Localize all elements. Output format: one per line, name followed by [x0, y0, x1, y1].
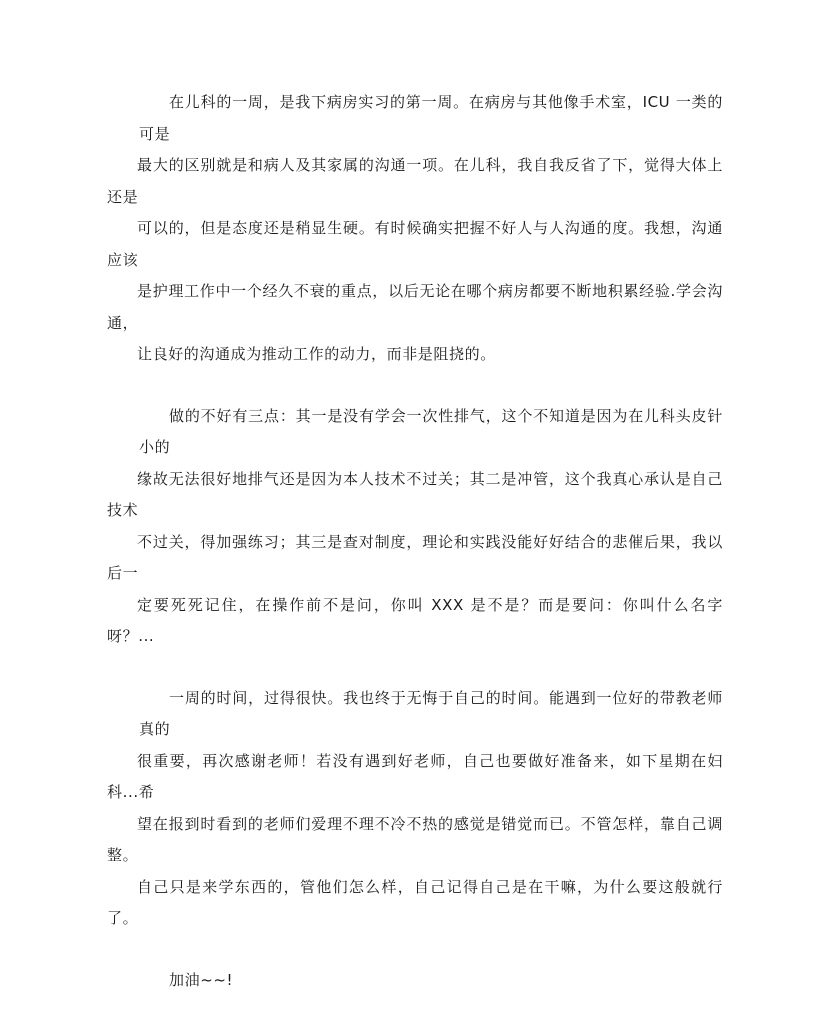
text-line: 望在报到时看到的老师们爱理不理不冷不热的感觉是错觉而已。不管怎样，靠自己调整。	[107, 814, 723, 864]
paragraph-4	[107, 965, 723, 997]
text-line: 定要死死记住，在操作前不是问，你叫 XXX 是不是？而是要问：你叫什么名字呀？...	[107, 595, 723, 645]
document-body	[107, 87, 723, 1026]
text-line: 自己只是来学东西的，管他们怎么样，自己记得自己是在干嘛，为什么要这般就行了。	[107, 877, 723, 927]
text-line: 最大的区别就是和病人及其家属的沟通一项。在儿科，我自我反省了下，觉得大体上还是	[107, 156, 723, 206]
paragraph-3	[107, 683, 723, 935]
text-line: 加油~~!	[169, 970, 234, 989]
text-line: 不过关，得加强练习；其三是查对制度，理论和实践没能好好结合的悲催后果，我以后一	[107, 532, 723, 582]
text-line: 可以的，但是态度还是稍显生硬。有时候确实把握不好人与人沟通的度。我想，沟通应该	[107, 219, 723, 269]
text-line: 在儿科的一周，是我下病房实习的第一周。在病房与其他像手术室，ICU 一类的可是	[139, 93, 723, 143]
text-line: 是护理工作中一个经久不衰的重点，以后无论在哪个病房都要不断地积累经验.学会沟通，	[107, 282, 723, 332]
text-line: 让良好的沟通成为推动工作的动力，而非是阻挠的。	[137, 345, 496, 363]
paragraph-1	[107, 87, 723, 371]
paragraph-2	[107, 401, 723, 653]
text-line: 很重要，再次感谢老师！若没有遇到好老师，自己也要做好准备来，如下星期在妇科...希	[107, 751, 723, 801]
text-line: 缘故无法很好地排气还是因为本人技术不过关；其二是冲管，这个我真心承认是自己技术	[107, 469, 723, 519]
text-line: 做的不好有三点：其一是没有学会一次性排气，这个不知道是因为在儿科头皮针小的	[139, 406, 723, 456]
text-line: 一周的时间，过得很快。我也终于无悔于自己的时间。能遇到一位好的带教老师真的	[139, 688, 723, 738]
